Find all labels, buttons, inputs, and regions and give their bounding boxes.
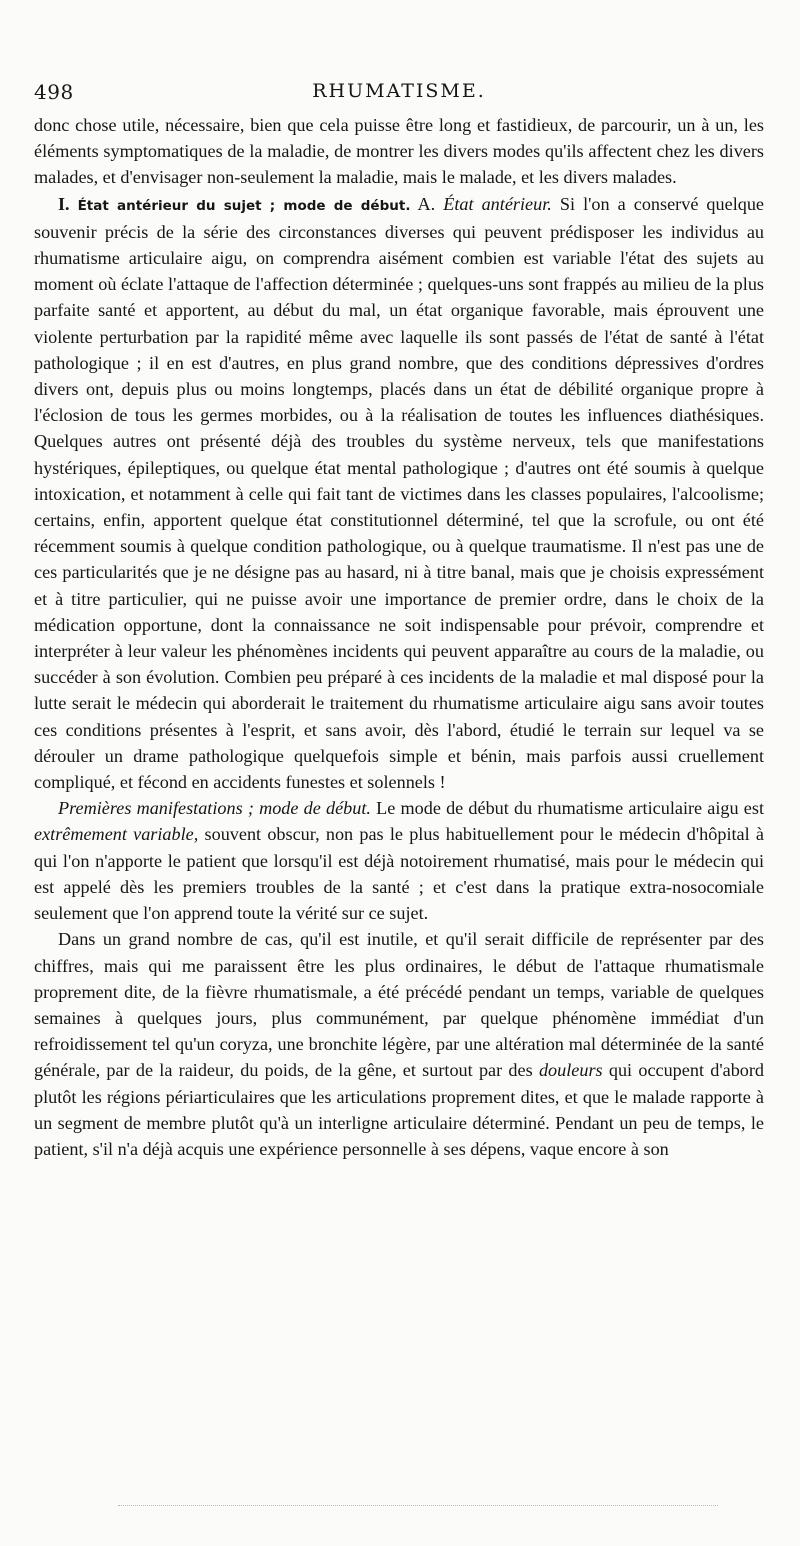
section-number: I.	[58, 193, 70, 214]
section-heading: État antérieur du sujet ; mode de début.	[77, 197, 411, 214]
paragraph-text: souvent obscur, non pas le plus habituellement pour le médecin d'hôpital à qui l'on n'apporte le patient que lorsqu'il est déjà notoirement rhumatisé, mais pour le médecin qui est appelé dès les premiers troubles de la santé ; et c'est dans la pratique extra-nosocomiale seulement que l'on apprend toute la vérité sur ce sujet.	[34, 824, 764, 924]
paragraph-text: Le mode de début du rhumatisme articulaire aigu est	[376, 798, 764, 819]
paragraph-section-i	[34, 191, 764, 796]
paragraph-dans-un-grand-nombre	[34, 926, 764, 1162]
emphasis-text: extrêmement variable,	[34, 824, 199, 845]
paragraph-continuation	[34, 112, 764, 191]
paragraph-text: donc chose utile, nécessaire, bien que cela puisse être long et fastidieux, de parcourir, un à un, les éléments symptomatiques de la maladie, de montrer les divers modes qu'ils affectent chez les divers malades, et d'envisager non-seulement la maladie, mais le malade, et les divers malades.	[34, 115, 764, 188]
bottom-bleed-through-line	[118, 1505, 718, 1506]
paragraph-text: qui occupent d'abord plutôt les régions périarticulaires que les articulations proprement dites, et que le malade rapporte à un segment de membre plutôt qu'à un interligne articulaire déterminé. Pendant un peu de temps, le patient, s'il n'a déjà acquis une expérience personnelle à ses dépens, vaque encore à son	[34, 1060, 765, 1159]
running-head: RHUMATISME.	[312, 80, 486, 102]
sub-heading-title: État antérieur.	[443, 193, 552, 214]
page-header	[34, 80, 764, 110]
paragraph-lead-heading: Premières manifestations ; mode de début.	[58, 798, 371, 819]
page-number: 498	[34, 80, 74, 104]
sub-heading-letter: A.	[417, 193, 436, 214]
paragraph-text: Dans un grand nombre de cas, qu'il est inutile, et qu'il serait difficile de représenter par des chiffres, mais qui me paraissent être les plus ordinaires, le début de l'attaque rhumatismale proprement dite, de la fièvre rhumatismale, a été précédé pendant un temps, variable de quelques semaines à quelques jours, plus communément, par quelque phénomène immédiat d'un refroidissement tel qu'un coryza, une bronchite légère, par une altération mal déterminée de la santé générale, par de la raideur, du poids, de la gêne, et surtout par des	[34, 929, 764, 1081]
paragraph-premieres-manifestations	[34, 795, 764, 926]
body-text	[34, 112, 764, 1162]
emphasis-text: douleurs	[538, 1060, 603, 1081]
paragraph-text: Si l'on a conservé quelque souvenir précis de la série des circonstances diverses qui peuvent prédisposer les individus au rhumatisme articulaire aigu, on comprendra aisément combien est variable l'état des sujets au moment où éclate l'attaque de l'affection déterminée ; quelques-uns sont frappés au milieu de la plus parfaite santé et apportent, au début du mal, un état organique favorable, mais éprouvent une violente perturbation par la rapidité même avec laquelle ils sont passés de l'état de santé à l'état pathologique ; il en est d'autres, en plus grand nombre, que des conditions dépressives d'ordres divers ont, depuis plus ou moins longtemps, placés dans un état de débilité organique propre à l'éclosion de tous les germes morbides, ou à la réalisation de toutes les influences diathésiques. Quelques autres ont présenté déjà des troubles du système nerveux, tels que manifestations hystériques, épileptiques, ou quelque état mental pathologique ; d'autres ont été soumis à quelque intoxication, et notamment à celle qui fait tant de victimes dans les classes populaires, l'alcoolisme; certains, enfin, apportent quelque état constitutionnel déterminé, tel que la scrofule, ou ont été récemment soumis à quelque condition pathologique, ou à quelque traumatisme. Il n'est pas une de ces particularités que je ne désigne pas au hasard, ni à titre banal, mais que je choisis expressément et à titre particulier, qui ne puisse avoir une importance de premier ordre, dans le choix de la médication opportune, dont la connaissance ne soit indispensable pour prévoir, comprendre et interpréter à leur valeur les phénomènes incidents qui peuvent apparaître au cours de la maladie, ou succéder à son évolution. Combien peu préparé à ces incidents de la maladie et mal disposé pour la lutte serait le médecin qui aborderait le traitement du rhumatisme articulaire aigu sans avoir toutes ces conditions présentes à l'esprit, et sans avoir, dès l'abord, étudié le terrain sur lequel va se dérouler un drame pathologique quelquefois simple et bénin, mais parfois aussi cruellement compliqué, et fécond en accidents funestes et solennels !	[34, 193, 765, 793]
